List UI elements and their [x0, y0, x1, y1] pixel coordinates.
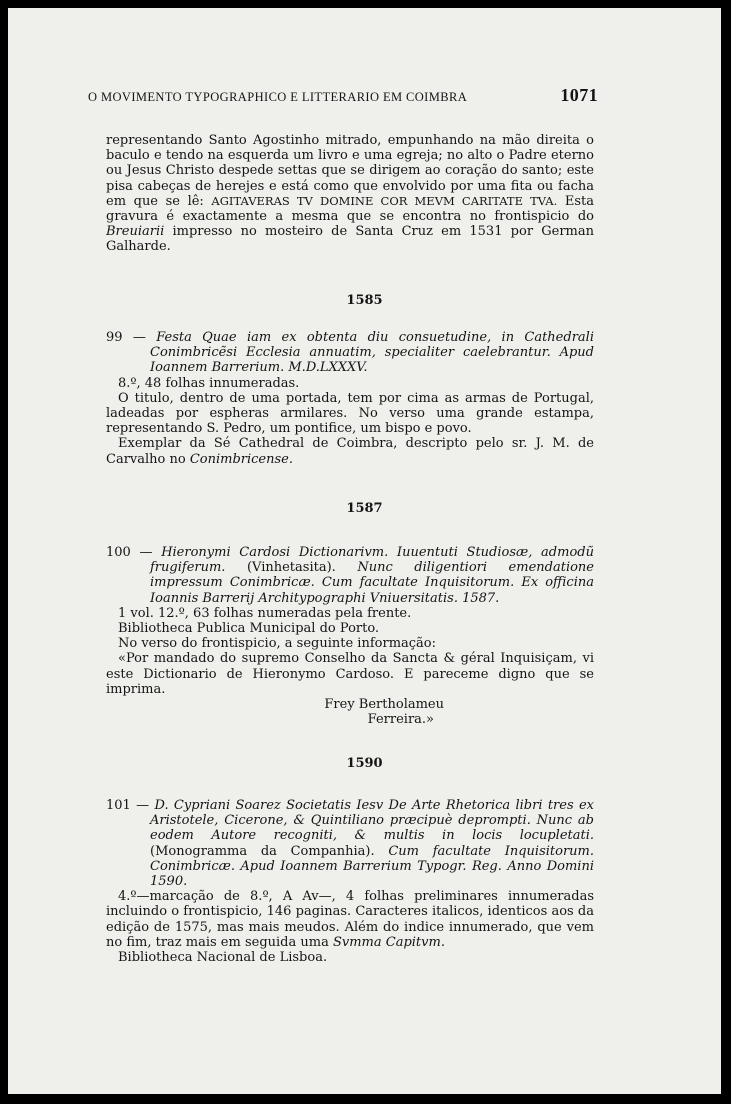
entry-101-number: 101 — — [106, 798, 150, 813]
entry-99-description: O titulo, dentro de uma portada, tem por cima as armas de Portugal, ladeadas por espheras armilares. No verso uma grande estampa, representando S. Pedro, um pontifice, um bispo e povo. — [106, 390, 594, 437]
entry-101 — [106, 798, 594, 965]
entry-100-title-roman: (Vinhetasita). — [225, 560, 358, 576]
entry-99-title — [106, 330, 594, 376]
running-header — [88, 85, 598, 105]
entry-99-exemplar — [106, 436, 594, 466]
entry-100-signature-1: Frey Bertholameu — [324, 697, 444, 713]
intro-inscription: AGITAVERAS TV DOMINE COR MEVM CARITATE TVA. — [211, 193, 558, 208]
entry-101-title-a: D. Cypriani Soarez Societatis Iesv De Arte Rhetorica libri tres ex Aristotele, Cicerone, & Quintiliano præcipuè deprompti. Nunc ab eodem Autore recogniti, & multis in locis locupletati. — [150, 798, 594, 844]
entry-101-library: Bibliotheca Nacional de Lisboa. — [118, 950, 328, 966]
entry-100-title — [106, 545, 594, 606]
year-heading-1585: 1585 — [346, 293, 383, 308]
entry-99-format: 8.º, 48 folhas innumeradas. — [118, 375, 300, 391]
running-title: O MOVIMENTO TYPOGRAPHICO E LITTERARIO EM COIMBRA — [88, 90, 468, 104]
intro-text-b: Esta gravura é exactamente a mesma que se encontra no frontispicio do — [106, 193, 594, 225]
entry-100-format: 1 vol. 12.º, 63 folhas numeradas pela frente. — [118, 605, 412, 621]
entry-100-signature-2: Ferreira.» — [367, 712, 434, 728]
entry-99-exemplar-source: Conimbricense. — [189, 451, 293, 467]
entry-100 — [106, 545, 594, 727]
book-page — [8, 8, 721, 1094]
year-heading-1587: 1587 — [346, 501, 383, 516]
entry-100-title-b: Nunc diligentiori emendatione impressum Conimbricæ. Cum facultate Inquisitorum. Ex officina Ioannis Barrerij Architypographi Vniuersitatis. 1587. — [150, 560, 594, 606]
entry-99 — [106, 330, 594, 467]
entry-101-title-roman: (Monogramma da Companhia). — [150, 843, 389, 859]
entry-101-title — [106, 798, 594, 889]
page-number: 1071 — [560, 85, 598, 105]
entry-100-note: No verso do frontispicio, a seguinte informação: — [118, 636, 437, 652]
intro-paragraph — [106, 133, 594, 255]
entry-100-title-a: Hieronymi Cardosi Dictionarivm. Iuuentuti Studiosæ, admodũ frugiferum. — [150, 545, 594, 576]
year-heading-1590: 1590 — [346, 756, 383, 771]
entry-99-title-text: Festa Quae iam ex obtenta diu consuetudine, in Cathedrali Conimbricẽsi Ecclesia annuatim, specialiter caelebrantur. Apud Ioannem Barrerium. M.D.LXXXV. — [150, 330, 594, 376]
entry-99-exemplar-text: Exemplar da Sé Cathedral de Coimbra, descripto pelo sr. J. M. de Carvalho no — [106, 436, 594, 467]
entry-101-description-text: 4.º—marcação de 8.º, A Av—, 4 folhas preliminares innumeradas incluindo o frontispicio, 146 paginas. Caracteres italicos, identicos aos da edição de 1575, mas mais meudos. Além do indice innumerado, que vem no fim, traz mais em seguida uma — [106, 889, 594, 950]
entry-101-title-b: Cum facultate Inquisitorum. Conimbricæ. Apud Ioannem Barrerium Typogr. Reg. Anno Domini 1590. — [150, 843, 594, 890]
entry-100-library: Bibliotheca Publica Municipal do Porto. — [118, 621, 380, 637]
entry-101-description — [106, 889, 594, 950]
intro-text-a: representando Santo Agostinho mitrado, empunhando na mão direita o baculo e tendo na esquerda um livro e uma egreja; no alto o Padre eterno ou Jesus Christo despede settas que se dirigem ao coração do santo; este pisa cabeças de herejes e está como que envolvido por uma fita ou facha em que se lê: — [106, 133, 594, 209]
entry-101-summa: Svmma Capitvm. — [332, 934, 445, 950]
entry-100-number: 100 — — [106, 545, 153, 560]
intro-breviarii: Breuiarii — [106, 224, 165, 240]
entry-99-number: 99 — — [106, 330, 146, 345]
entry-100-quote: «Por mandado do supremo Conselho da Sancta & géral Inquisiçam, vi este Dictionario de Hieronymo Cardoso. E pareceme digno que se imprima. — [106, 651, 594, 697]
intro-text-c: impresso no mosteiro de Santa Cruz em 1531 por German Galharde. — [106, 224, 594, 255]
